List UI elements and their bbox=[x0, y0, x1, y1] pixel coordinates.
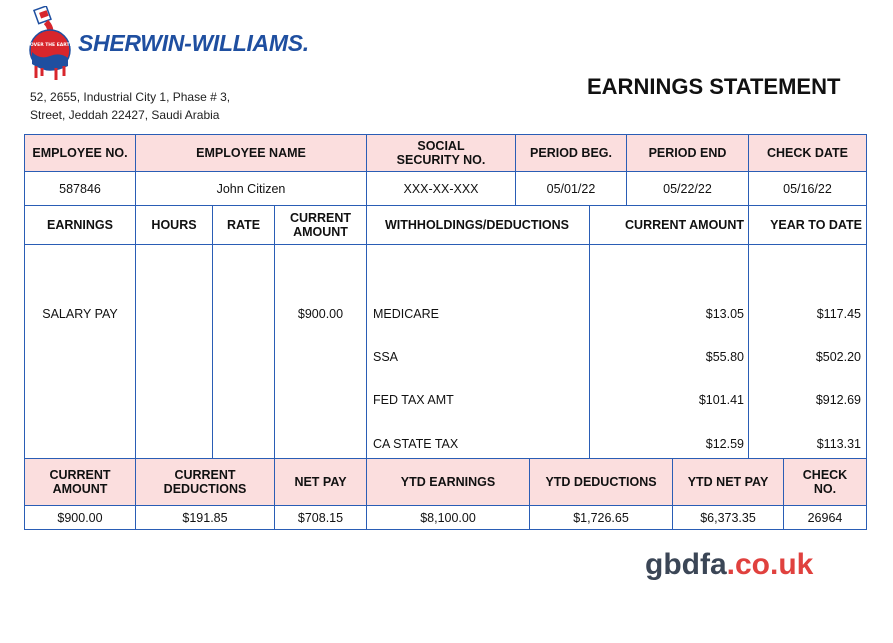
rate-col bbox=[213, 245, 275, 460]
header-employee-no: EMPLOYEE NO. bbox=[25, 135, 136, 172]
summary-current-amount: $900.00 bbox=[25, 506, 136, 530]
summary-header-ytd-net-pay: YTD NET PAY bbox=[673, 459, 784, 506]
deduction-ytd-ca-state-tax: $113.31 bbox=[816, 437, 861, 451]
header-period-beg: PERIOD BEG. bbox=[516, 135, 627, 172]
summary-header-current-deductions: CURRENT DEDUCTIONS bbox=[136, 459, 275, 506]
header-deduction-current: CURRENT AMOUNT bbox=[590, 206, 749, 245]
header-withholdings: WITHHOLDINGS/DEDUCTIONS bbox=[367, 206, 590, 245]
deduction-label-medicare: MEDICARE bbox=[373, 307, 439, 321]
period-end-value: 05/22/22 bbox=[627, 172, 749, 206]
summary-net-pay: $708.15 bbox=[275, 506, 367, 530]
deduction-label-fed-tax: FED TAX AMT bbox=[373, 393, 454, 407]
earnings-label-col bbox=[25, 245, 136, 460]
deduction-ytd-fed-tax: $912.69 bbox=[815, 393, 861, 407]
header-hours: HOURS bbox=[136, 206, 213, 245]
header-employee-name: EMPLOYEE NAME bbox=[136, 135, 367, 172]
header-rate: RATE bbox=[213, 206, 275, 245]
employee-name-value: John Citizen bbox=[136, 172, 367, 206]
address-line-1: 52, 2655, Industrial City 1, Phase # 3, bbox=[30, 90, 231, 104]
earning-label: SALARY PAY bbox=[42, 307, 118, 321]
deduction-label-col bbox=[367, 245, 590, 460]
deduction-current-col bbox=[590, 245, 749, 460]
address-line-2: Street, Jeddah 22427, Saudi Arabia bbox=[30, 108, 220, 122]
deduction-current-medicare: $13.05 bbox=[705, 307, 744, 321]
watermark-part-2: .co.uk bbox=[726, 548, 814, 581]
header-ssn: SOCIAL SECURITY NO. bbox=[367, 135, 516, 172]
logo-badge-text: COVER THE EARTH bbox=[26, 43, 74, 48]
company-name: SHERWIN-WILLIAMS. bbox=[78, 30, 309, 56]
hours-col bbox=[136, 245, 213, 460]
period-beg-value: 05/01/22 bbox=[516, 172, 627, 206]
summary-header-ytd-earnings: YTD EARNINGS bbox=[367, 459, 530, 506]
summary-ytd-net-pay: $6,373.35 bbox=[673, 506, 784, 530]
summary-check-no: 26964 bbox=[784, 506, 867, 530]
watermark-part-1: gbdfa bbox=[645, 548, 727, 581]
summary-table bbox=[24, 458, 867, 530]
header-period-end: PERIOD END bbox=[627, 135, 749, 172]
watermark bbox=[645, 548, 813, 582]
summary-header-check-no: CHECK NO. bbox=[784, 459, 867, 506]
deduction-current-ssa: $55.80 bbox=[705, 350, 744, 364]
summary-current-deductions: $191.85 bbox=[136, 506, 275, 530]
summary-header-ytd-deductions: YTD DEDUCTIONS bbox=[530, 459, 673, 506]
earning-current: $900.00 bbox=[297, 307, 344, 321]
header-check-date: CHECK DATE bbox=[749, 135, 867, 172]
deduction-ytd-ssa: $502.20 bbox=[815, 350, 861, 364]
earnings-deductions-table bbox=[24, 205, 867, 460]
check-date-value: 05/16/22 bbox=[749, 172, 867, 206]
employee-info-table bbox=[24, 134, 867, 206]
deduction-label-ssa: SSA bbox=[373, 350, 399, 364]
summary-ytd-earnings: $8,100.00 bbox=[367, 506, 530, 530]
deduction-ytd-medicare: $117.45 bbox=[816, 307, 861, 321]
summary-ytd-deductions: $1,726.65 bbox=[530, 506, 673, 530]
deduction-current-ca-state-tax: $12.59 bbox=[705, 437, 744, 451]
header-earnings: EARNINGS bbox=[25, 206, 136, 245]
deduction-current-fed-tax: $101.41 bbox=[698, 393, 744, 407]
summary-header-net-pay: NET PAY bbox=[275, 459, 367, 506]
deduction-ytd-col bbox=[749, 245, 867, 460]
ssn-value: XXX-XX-XXX bbox=[367, 172, 516, 206]
header-year-to-date: YEAR TO DATE bbox=[749, 206, 867, 245]
sherwin-williams-logo bbox=[26, 6, 74, 82]
summary-header-current-amount: CURRENT AMOUNT bbox=[25, 459, 136, 506]
current-amount-col bbox=[275, 245, 367, 460]
statement-title: EARNINGS STATEMENT bbox=[587, 74, 841, 99]
deduction-label-ca-state-tax: CA STATE TAX bbox=[373, 437, 459, 451]
header-current-amount: CURRENT AMOUNT bbox=[275, 206, 367, 245]
employee-no-value: 587846 bbox=[25, 172, 136, 206]
company-address bbox=[30, 88, 230, 124]
